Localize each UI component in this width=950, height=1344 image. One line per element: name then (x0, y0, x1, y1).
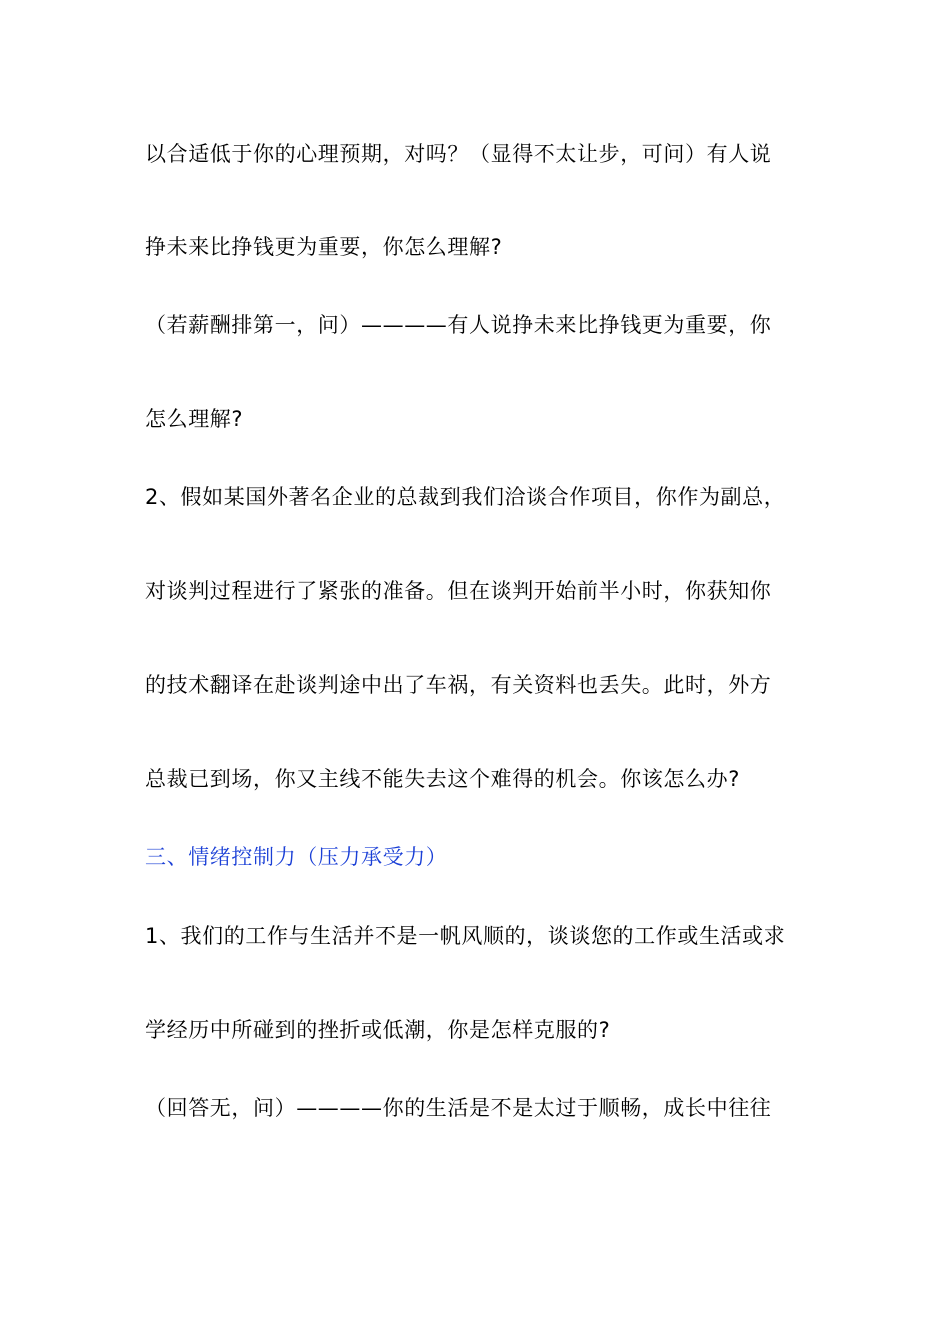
text-line: 学经历中所碰到的挫折或低潮，你是怎样克服的? (145, 1018, 611, 1042)
text-line: 的技术翻译在赴谈判途中出了车祸，有关资料也丢失。此时，外方 (145, 673, 772, 697)
question-2-text: 2、假如某国外著名企业的总裁到我们洽谈合作项目，你作为副总， (145, 485, 786, 509)
text-line: 总裁已到场，你又主线不能失去这个难得的机会。你该怎么办? (145, 767, 740, 791)
text-line: （回答无，问）————你的生活是不是太过于顺畅，成长中往往 (145, 1096, 772, 1120)
text-line: 怎么理解? (145, 407, 244, 431)
question-1-text: 1、我们的工作与生活并不是一帆风顺的，谈谈您的工作或生活或求 (145, 924, 786, 948)
text-line: （若薪酬排第一，问）————有人说挣未来比挣钱更为重要，你 (145, 313, 772, 337)
text-line: 挣未来比挣钱更为重要，你怎么理解? (145, 235, 503, 259)
text-line: 对谈判过程进行了紧张的准备。但在谈判开始前半小时，你获知你 (145, 579, 772, 603)
text-line: 以合适低于你的心理预期，对吗？（显得不太让步，可问）有人说 (145, 142, 772, 166)
section-heading: 三、情绪控制力（压力承受力） (145, 845, 448, 869)
